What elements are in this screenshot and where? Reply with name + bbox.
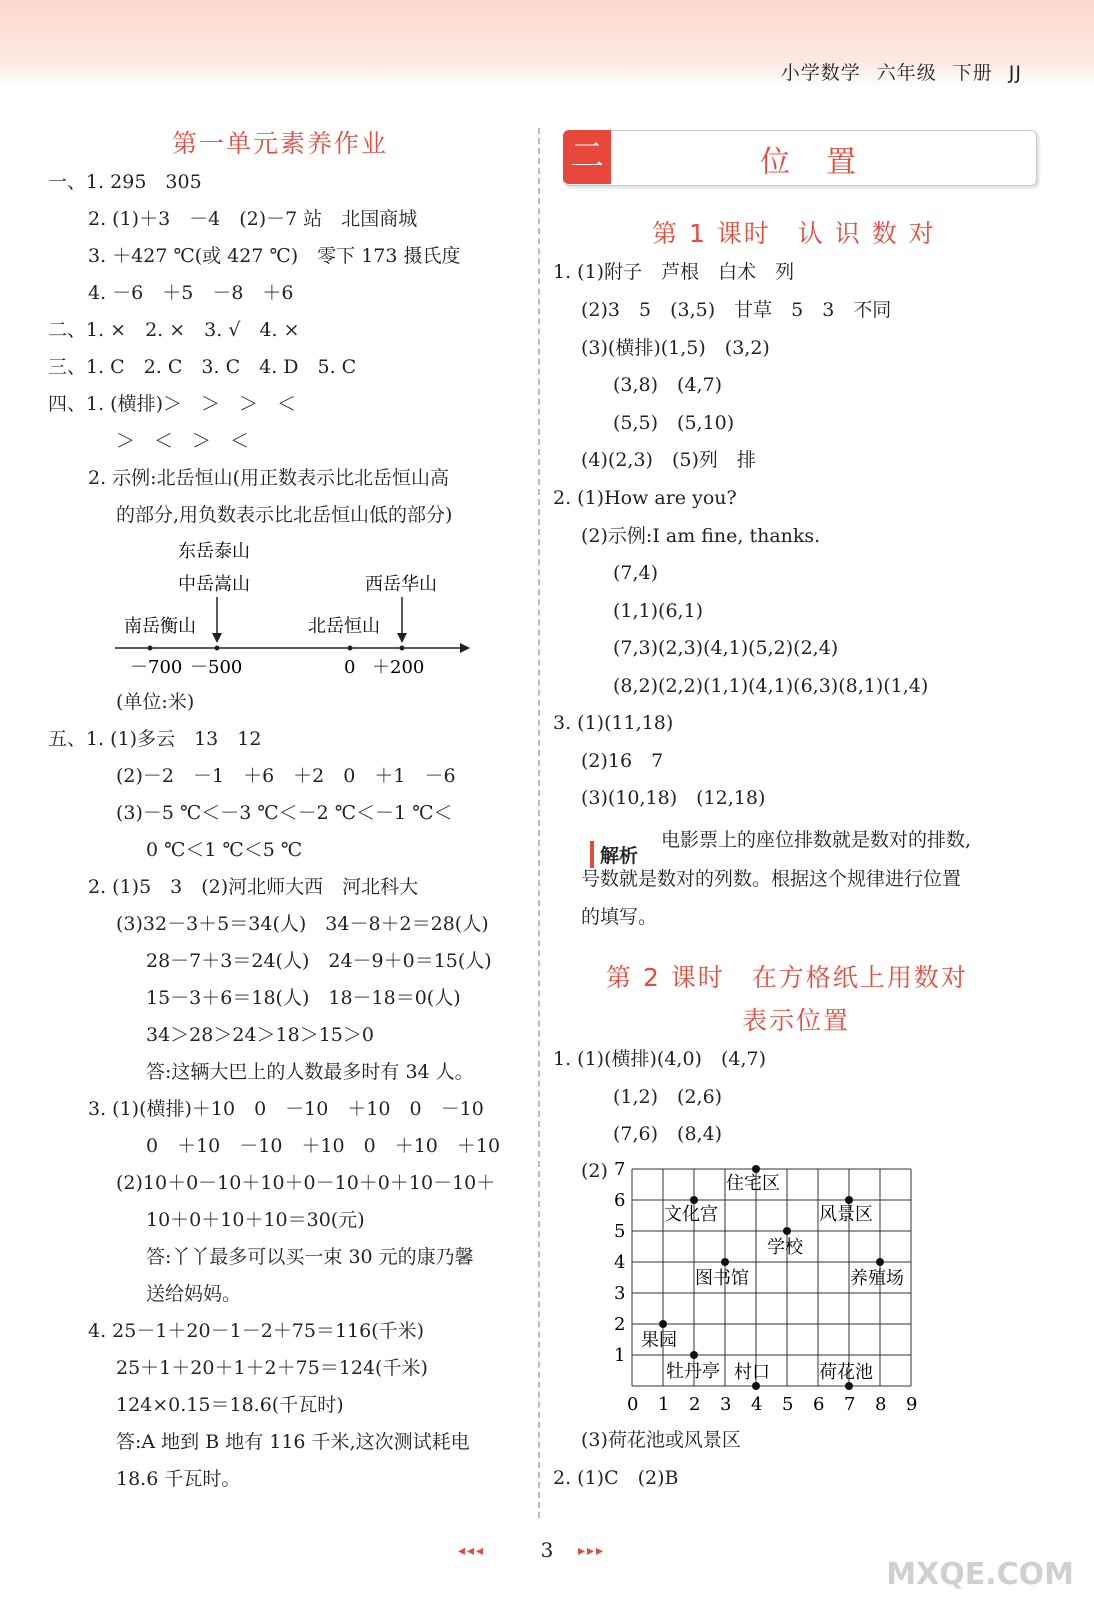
header-edition: JJ <box>1008 62 1022 84</box>
answer-line: 答:A 地到 B 地有 116 千米,这次测试耗电 <box>116 1431 470 1453</box>
y-tick-label: 1 <box>614 1345 626 1366</box>
place-dot <box>845 1196 853 1204</box>
answer-line: 答:这辆大巴上的人数最多时有 34 人。 <box>146 1061 474 1083</box>
answer-line: ＞ ＜ ＞ ＜ <box>116 430 250 452</box>
y-tick-label: 4 <box>614 1252 626 1273</box>
answer-line: 124×0.15＝18.6(千瓦时) <box>116 1394 344 1416</box>
x-tick-label: 0 <box>627 1394 639 1415</box>
answer-line: (2) <box>581 1160 608 1182</box>
column-divider <box>538 128 540 1518</box>
lesson-2-title-line-1: 第 2 课时 在方格纸上用数对 <box>606 963 968 992</box>
place-dot <box>659 1320 667 1328</box>
answer-line: (5,5) (5,10) <box>613 412 735 434</box>
place-dot <box>752 1382 760 1390</box>
place-dot <box>845 1382 853 1390</box>
answer-line: (4)(2,3) (5)列 排 <box>581 449 756 471</box>
answer-line: 1. (1)(横排)(4,0) (4,7) <box>553 1048 766 1070</box>
x-tick-label: 1 <box>658 1394 670 1415</box>
answer-line: 2. (1)＋3 －4 (2)－7 站 北国商城 <box>88 208 418 230</box>
answer-line: 18.6 千瓦时。 <box>116 1468 241 1490</box>
answer-line: (2)16 7 <box>581 750 664 772</box>
answer-line: 10＋0＋10＋10＝30(元) <box>146 1209 365 1231</box>
place-label: 果园 <box>641 1330 677 1351</box>
answer-line: 28－7＋3＝24(人) 24－9＋0＝15(人) <box>146 950 492 972</box>
label-nanyue: 南岳衡山 <box>124 616 196 637</box>
tick-neg700: －700 <box>130 657 183 678</box>
tick-neg500: －500 <box>190 657 243 678</box>
answer-line: (3,8) (4,7) <box>613 374 723 396</box>
place-dot <box>690 1196 698 1204</box>
answer-line: (7,4) <box>613 562 659 584</box>
answer-line: (2)10＋0－10＋10＋0－10＋0＋10－10＋ <box>116 1172 496 1194</box>
answer-line: (3)(10,18) (12,18) <box>581 787 766 809</box>
x-tick-label: 2 <box>689 1394 701 1415</box>
answer-line: 2. 示例:北岳恒山(用正数表示比北岳恒山高 <box>88 467 449 489</box>
answer-line: (3)32－3＋5＝34(人) 34－8＋2＝28(人) <box>116 913 489 935</box>
answer-line: 2. (1)How are you? <box>553 487 737 509</box>
header-subject: 小学数学 <box>780 62 861 84</box>
answer-line: 4. 25－1＋20－1－2＋75＝116(千米) <box>88 1320 425 1342</box>
answer-line: 4. －6 ＋5 －8 ＋6 <box>88 282 294 304</box>
coordinate-grid <box>600 1155 930 1417</box>
place-label: 图书馆 <box>695 1268 749 1289</box>
watermark: MXQE.COM <box>886 1557 1074 1592</box>
place-label: 牡丹亭 <box>666 1361 720 1382</box>
answer-line: (3)－5 ℃＜－3 ℃＜－2 ℃＜－1 ℃＜ <box>116 802 453 824</box>
answer-line: (1,2) (2,6) <box>613 1086 723 1108</box>
y-tick-label: 3 <box>614 1283 626 1304</box>
answer-line: (3)荷花池或风景区 <box>581 1429 741 1451</box>
answer-line: 3. (1)(横排)＋10 0 －10 ＋10 0 －10 <box>88 1098 484 1120</box>
answer-line: (3)(横排)(1,5) (3,2) <box>581 337 770 359</box>
header-volume: 下册 <box>952 62 993 84</box>
answer-line: (2)3 5 (3,5) 甘草 5 3 不同 <box>581 299 892 321</box>
answer-line: 五、1. (1)多云 13 12 <box>48 728 262 750</box>
answer-line: 1. (1)附子 芦根 白术 列 <box>553 261 795 283</box>
place-label: 村口 <box>734 1362 770 1383</box>
x-tick-label: 4 <box>751 1394 763 1415</box>
y-tick-label: 7 <box>614 1159 626 1180</box>
answer-line: 25＋1＋20＋1＋2＋75＝124(千米) <box>116 1357 428 1379</box>
header-info <box>765 58 1022 85</box>
place-dot <box>752 1165 760 1173</box>
answer-line: 3. ＋427 ℃(或 427 ℃) 零下 173 摄氏度 <box>88 245 461 267</box>
place-dot <box>783 1227 791 1235</box>
answer-line: 0 ＋10 －10 ＋10 0 ＋10 ＋10 <box>146 1135 501 1157</box>
analysis-line: 电影票上的座位排数就是数对的排数, <box>661 829 972 851</box>
lesson-1-title: 第 1 课时 认 识 数 对 <box>652 219 936 248</box>
answer-line: 的部分,用负数表示比北岳恒山低的部分) <box>116 504 453 526</box>
answer-line: 一、1. 295 305 <box>48 171 202 193</box>
place-label: 荷花池 <box>819 1362 873 1383</box>
answer-line: (1,1)(6,1) <box>613 600 704 622</box>
answer-line: 答:丫丫最多可以买一束 30 元的康乃馨 <box>146 1246 474 1268</box>
analysis-tag: 解析 <box>590 841 638 868</box>
header-grade: 六年级 <box>876 62 937 84</box>
place-dot <box>690 1351 698 1359</box>
number-line-figure <box>110 535 490 685</box>
place-dot <box>876 1258 884 1266</box>
place-label: 文化宫 <box>664 1204 718 1225</box>
answer-line: 二、1. × 2. × 3. √ 4. × <box>48 319 300 341</box>
answer-line: (7,3)(2,3)(4,1)(5,2)(2,4) <box>613 637 839 659</box>
analysis-line: 号数就是数对的列数。根据这个规律进行位置 <box>581 868 962 890</box>
x-tick-label: 5 <box>782 1394 794 1415</box>
answer-line: 三、1. C 2. C 3. C 4. D 5. C <box>48 356 357 378</box>
left-section-title: 第一单元素养作业 <box>172 129 389 158</box>
x-tick-label: 6 <box>813 1394 825 1415</box>
answer-line: (7,6) (8,4) <box>613 1123 723 1145</box>
unit-title: 位置 <box>760 145 892 180</box>
y-tick-label: 6 <box>614 1190 626 1211</box>
x-tick-label: 3 <box>720 1394 732 1415</box>
unit-number-badge: 二 <box>563 130 611 184</box>
answer-line: (2)－2 －1 ＋6 ＋2 0 ＋1 －6 <box>116 765 456 787</box>
place-label: 学校 <box>767 1237 803 1258</box>
x-tick-label: 8 <box>875 1394 887 1415</box>
label-dongyue: 东岳泰山 <box>178 541 250 562</box>
page-number: 3 <box>540 1538 554 1562</box>
tick-pos200: ＋200 <box>372 657 425 678</box>
place-dot <box>721 1258 729 1266</box>
answer-line: 0 ℃＜1 ℃＜5 ℃ <box>146 839 303 861</box>
next-page-arrows[interactable]: ▸▸▸ <box>578 1543 606 1559</box>
y-tick-label: 2 <box>614 1314 626 1335</box>
place-label: 养殖场 <box>850 1268 904 1289</box>
label-zhongyue: 中岳嵩山 <box>178 574 250 595</box>
x-tick-label: 7 <box>844 1394 856 1415</box>
answer-line: (单位:米) <box>116 691 195 713</box>
answer-line: (2)示例:I am fine, thanks. <box>581 525 821 547</box>
lesson-2-title-line-2: 表示位置 <box>742 1006 851 1035</box>
x-tick-label: 9 <box>906 1394 918 1415</box>
label-beiyue: 北岳恒山 <box>308 616 380 637</box>
place-label: 住宅区 <box>726 1173 780 1194</box>
place-label: 风景区 <box>819 1204 873 1225</box>
answer-line: (8,2)(2,2)(1,1)(4,1)(6,3)(8,1)(1,4) <box>613 675 929 697</box>
prev-page-arrows[interactable]: ◂◂◂ <box>458 1543 486 1559</box>
answer-line: 四、1. (横排)＞ ＞ ＞ ＜ <box>48 393 296 415</box>
answer-line: 34＞28＞24＞18＞15＞0 <box>146 1024 374 1046</box>
answer-line: 2. (1)5 3 (2)河北师大西 河北科大 <box>88 876 419 898</box>
answer-line: 送给妈妈。 <box>146 1283 242 1305</box>
answer-line: 15－3＋6＝18(人) 18－18＝0(人) <box>146 987 461 1009</box>
tick-zero: 0 <box>344 657 356 678</box>
answer-line: 3. (1)(11,18) <box>553 712 674 734</box>
label-xiyue: 西岳华山 <box>365 574 437 595</box>
answer-line: 2. (1)C (2)B <box>553 1467 679 1489</box>
analysis-line: 的填写。 <box>581 906 658 928</box>
y-tick-label: 5 <box>614 1221 626 1242</box>
